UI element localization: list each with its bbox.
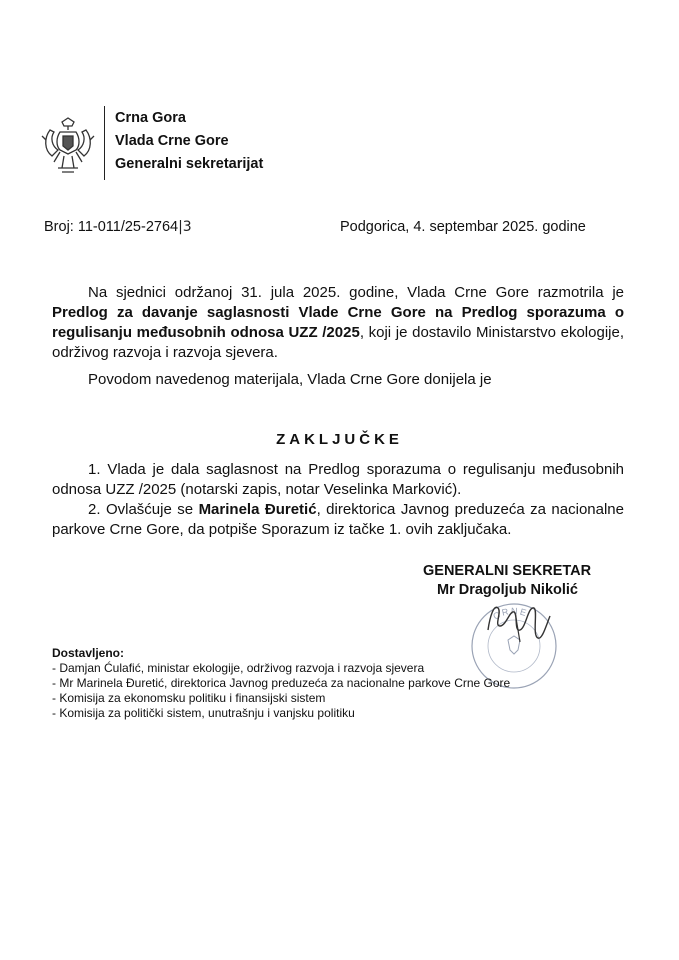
intro-tail: , koji je dostavilo Ministarstvo ekologije, održivog razvoja i razvoja sjevera. (52, 324, 624, 361)
stamp-text: CRNE (491, 605, 530, 622)
place-and-date: Podgorica, 4. septembar 2025. godine (340, 219, 586, 235)
conclusion-2-lead: 2. Ovlašćuje se (88, 501, 199, 518)
conclusion-item-1: 1. Vlada je dala saglasnost na Predlog sporazuma o regulisanju međusobnih odnosa UZZ /2025 (notarski zapis, notar Veselinka Marković). (52, 461, 624, 498)
country-name: Crna Gora (115, 110, 186, 126)
handwritten-signature (480, 596, 560, 646)
document-number-text: Broj: 11-011/25-2764 (44, 219, 179, 235)
conclusion-item-2 (52, 500, 624, 540)
document-number (44, 219, 192, 235)
coat-of-arms-emblem (40, 116, 96, 178)
government-name: Vlada Crne Gore (115, 133, 229, 149)
authorized-person: Marinela Đuretić (198, 501, 317, 518)
recipient-item: - Damjan Ćulafić, ministar ekologije, održivog razvoja i razvoja sjevera (52, 661, 425, 675)
conclusion-2-tail: , direktorica Javnog preduzeća za nacionalne parkove Crne Gore, da potpiše Sporazum iz tačke 1. ovih zaključaka. (52, 501, 624, 538)
conclusions-heading: ZAKLJUČKE (276, 431, 403, 448)
recipients-label: Dostavljeno: (52, 646, 125, 660)
header-divider (104, 106, 105, 180)
recipient-item: - Komisija za politički sistem, unutrašnju i vanjsku politiku (52, 706, 355, 720)
intro-subject: Predlog za davanje saglasnosti Vlade Crne Gore na Predlog sporazuma o regulisanju međusobnih odnosa UZZ /2025 (52, 304, 624, 341)
handwritten-number: |3 (178, 219, 192, 235)
signatory-title: GENERALNI SEKRETAR (423, 563, 592, 579)
intro-second: Povodom navedenog materijala, Vlada Crne Gore donijela je (88, 371, 492, 388)
intro-lead: Na sjednici održanoj 31. jula 2025. godine, Vlada Crne Gore razmotrila je (88, 284, 624, 301)
recipient-item: - Komisija za ekonomsku politiku i finansijski sistem (52, 691, 326, 705)
signatory-name: Mr Dragoljub Nikolić (437, 582, 578, 598)
intro-paragraph (52, 283, 624, 363)
secretariat-name: Generalni sekretarijat (115, 156, 264, 172)
recipient-item: - Mr Marinela Đuretić, direktorica Javnog preduzeća za nacionalne parkove Crne Gore (52, 676, 511, 690)
